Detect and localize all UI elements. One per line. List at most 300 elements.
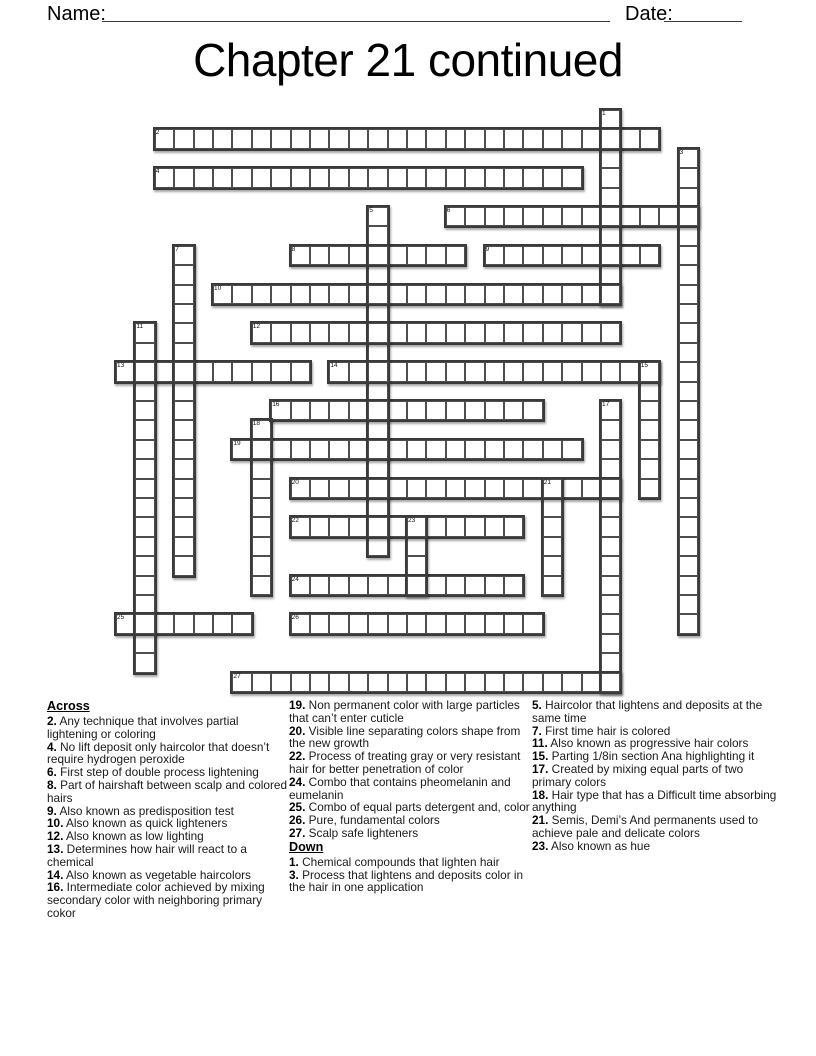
grid-cell[interactable]	[679, 207, 698, 226]
grid-cell[interactable]	[368, 226, 387, 245]
grid-cell[interactable]	[310, 285, 329, 304]
grid-cell[interactable]	[271, 673, 290, 692]
grid-cell[interactable]	[388, 673, 407, 692]
grid-cell[interactable]	[174, 168, 193, 187]
grid-cell[interactable]	[601, 576, 620, 595]
grid-cell[interactable]	[329, 401, 348, 420]
grid-cell[interactable]	[679, 343, 698, 362]
grid-cell[interactable]	[523, 673, 542, 692]
grid-cell[interactable]	[485, 207, 504, 226]
grid-cell[interactable]	[135, 595, 154, 614]
grid-cell[interactable]	[679, 614, 698, 633]
grid-cell[interactable]	[329, 673, 348, 692]
grid-cell[interactable]	[407, 614, 426, 633]
grid-cell[interactable]	[407, 479, 426, 498]
grid-cell[interactable]	[349, 401, 368, 420]
grid-cell[interactable]	[368, 265, 387, 284]
grid-cell[interactable]	[679, 323, 698, 342]
grid-cell[interactable]	[155, 362, 174, 381]
grid-cell[interactable]	[465, 440, 484, 459]
grid-cell[interactable]	[368, 168, 387, 187]
grid-cell[interactable]	[407, 537, 426, 556]
grid-cell[interactable]	[349, 517, 368, 536]
grid-cell[interactable]	[291, 323, 310, 342]
grid-cell[interactable]	[252, 673, 271, 692]
grid-cell[interactable]	[213, 362, 232, 381]
grid-cell[interactable]	[388, 517, 407, 536]
grid-cell[interactable]	[388, 614, 407, 633]
grid-cell[interactable]	[640, 246, 659, 265]
grid-cell[interactable]	[601, 323, 620, 342]
grid-cell[interactable]	[135, 614, 154, 633]
grid-cell[interactable]	[426, 440, 445, 459]
grid-cell[interactable]	[446, 285, 465, 304]
grid-cell[interactable]	[368, 498, 387, 517]
grid-cell[interactable]	[485, 285, 504, 304]
grid-cell[interactable]	[213, 168, 232, 187]
grid-cell[interactable]	[174, 556, 193, 575]
grid-cell[interactable]	[640, 207, 659, 226]
grid-cell[interactable]	[407, 323, 426, 342]
grid-cell[interactable]	[601, 149, 620, 168]
grid-cell[interactable]	[194, 168, 213, 187]
grid-cell[interactable]	[446, 440, 465, 459]
grid-cell[interactable]	[349, 129, 368, 148]
grid-cell[interactable]	[465, 576, 484, 595]
grid-cell[interactable]	[446, 323, 465, 342]
grid-cell[interactable]	[368, 440, 387, 459]
grid-cell[interactable]	[174, 498, 193, 517]
grid-cell[interactable]	[291, 440, 310, 459]
grid-cell[interactable]	[446, 479, 465, 498]
grid-cell[interactable]	[252, 498, 271, 517]
grid-cell[interactable]	[291, 168, 310, 187]
grid-cell[interactable]	[388, 401, 407, 420]
grid-cell[interactable]	[504, 129, 523, 148]
grid-cell[interactable]	[485, 440, 504, 459]
grid-cell[interactable]	[679, 188, 698, 207]
grid-cell[interactable]	[640, 479, 659, 498]
grid-cell[interactable]	[232, 168, 251, 187]
grid-cell[interactable]	[601, 614, 620, 633]
grid-cell[interactable]	[310, 401, 329, 420]
grid-cell[interactable]	[135, 556, 154, 575]
grid-cell[interactable]	[426, 614, 445, 633]
grid-cell[interactable]	[504, 362, 523, 381]
grid-cell[interactable]	[368, 304, 387, 323]
grid-cell[interactable]	[679, 382, 698, 401]
grid-cell[interactable]	[407, 576, 426, 595]
grid-cell[interactable]	[485, 479, 504, 498]
grid-cell[interactable]	[368, 246, 387, 265]
grid-cell[interactable]	[135, 479, 154, 498]
grid-cell[interactable]	[523, 207, 542, 226]
grid-cell[interactable]	[582, 129, 601, 148]
grid-cell[interactable]	[543, 498, 562, 517]
grid-cell[interactable]	[601, 168, 620, 187]
grid-cell[interactable]	[679, 420, 698, 439]
grid-cell[interactable]	[174, 304, 193, 323]
grid-cell[interactable]	[174, 323, 193, 342]
grid-cell[interactable]	[310, 168, 329, 187]
grid-cell[interactable]	[310, 129, 329, 148]
grid-cell[interactable]	[388, 129, 407, 148]
grid-cell[interactable]	[368, 129, 387, 148]
grid-cell[interactable]	[291, 673, 310, 692]
grid-cell[interactable]	[543, 517, 562, 536]
grid-cell[interactable]	[329, 129, 348, 148]
grid-cell[interactable]	[271, 129, 290, 148]
grid-cell[interactable]	[562, 479, 581, 498]
grid-cell[interactable]	[523, 362, 542, 381]
grid-cell[interactable]	[679, 498, 698, 517]
grid-cell[interactable]	[349, 576, 368, 595]
grid-cell[interactable]	[426, 323, 445, 342]
grid-cell[interactable]	[601, 420, 620, 439]
grid-cell[interactable]	[659, 207, 678, 226]
grid-cell[interactable]	[485, 129, 504, 148]
grid-cell[interactable]	[194, 129, 213, 148]
grid-cell[interactable]	[135, 537, 154, 556]
grid-cell[interactable]	[679, 304, 698, 323]
grid-cell[interactable]	[310, 673, 329, 692]
grid-cell[interactable]	[194, 614, 213, 633]
grid-cell[interactable]	[368, 537, 387, 556]
grid-cell[interactable]	[679, 168, 698, 187]
grid-cell[interactable]	[504, 614, 523, 633]
grid-cell[interactable]	[310, 614, 329, 633]
grid-cell[interactable]	[504, 517, 523, 536]
grid-cell[interactable]	[562, 285, 581, 304]
name-blank-line[interactable]	[102, 0, 610, 22]
grid-cell[interactable]	[155, 614, 174, 633]
grid-cell[interactable]	[252, 129, 271, 148]
grid-cell[interactable]	[271, 285, 290, 304]
grid-cell[interactable]	[485, 362, 504, 381]
grid-cell[interactable]	[562, 207, 581, 226]
grid-cell[interactable]	[620, 129, 639, 148]
grid-cell[interactable]	[679, 595, 698, 614]
grid-cell[interactable]	[601, 556, 620, 575]
grid-cell[interactable]	[407, 362, 426, 381]
grid-cell[interactable]	[368, 362, 387, 381]
grid-cell[interactable]	[601, 653, 620, 672]
grid-cell[interactable]	[582, 362, 601, 381]
grid-cell[interactable]	[329, 576, 348, 595]
grid-cell[interactable]	[135, 440, 154, 459]
grid-cell[interactable]	[271, 168, 290, 187]
grid-cell[interactable]	[329, 479, 348, 498]
grid-cell[interactable]	[601, 673, 620, 692]
grid-cell[interactable]	[368, 401, 387, 420]
grid-cell[interactable]	[194, 362, 213, 381]
grid-cell[interactable]	[465, 285, 484, 304]
grid-cell[interactable]	[252, 479, 271, 498]
grid-cell[interactable]	[407, 401, 426, 420]
grid-cell[interactable]	[213, 614, 232, 633]
grid-cell[interactable]	[562, 673, 581, 692]
grid-cell[interactable]	[252, 576, 271, 595]
grid-cell[interactable]	[174, 420, 193, 439]
grid-cell[interactable]	[368, 479, 387, 498]
grid-cell[interactable]	[562, 323, 581, 342]
grid-cell[interactable]	[135, 517, 154, 536]
grid-cell[interactable]	[349, 362, 368, 381]
grid-cell[interactable]	[504, 576, 523, 595]
grid-cell[interactable]	[601, 595, 620, 614]
grid-cell[interactable]	[252, 285, 271, 304]
grid-cell[interactable]	[232, 362, 251, 381]
grid-cell[interactable]	[135, 382, 154, 401]
grid-cell[interactable]	[543, 207, 562, 226]
grid-cell[interactable]	[329, 168, 348, 187]
grid-cell[interactable]	[446, 401, 465, 420]
grid-cell[interactable]	[446, 673, 465, 692]
grid-cell[interactable]	[174, 343, 193, 362]
grid-cell[interactable]	[582, 323, 601, 342]
grid-cell[interactable]	[407, 673, 426, 692]
grid-cell[interactable]	[388, 362, 407, 381]
grid-cell[interactable]	[388, 323, 407, 342]
grid-cell[interactable]	[310, 246, 329, 265]
grid-cell[interactable]	[349, 168, 368, 187]
grid-cell[interactable]	[174, 537, 193, 556]
grid-cell[interactable]	[640, 401, 659, 420]
grid-cell[interactable]	[135, 653, 154, 672]
grid-cell[interactable]	[679, 459, 698, 478]
grid-cell[interactable]	[446, 517, 465, 536]
grid-cell[interactable]	[446, 246, 465, 265]
grid-cell[interactable]	[426, 576, 445, 595]
grid-cell[interactable]	[446, 362, 465, 381]
grid-cell[interactable]	[523, 479, 542, 498]
grid-cell[interactable]	[582, 285, 601, 304]
grid-cell[interactable]	[426, 285, 445, 304]
grid-cell[interactable]	[174, 362, 193, 381]
grid-cell[interactable]	[446, 576, 465, 595]
grid-cell[interactable]	[562, 168, 581, 187]
grid-cell[interactable]	[291, 285, 310, 304]
grid-cell[interactable]	[407, 440, 426, 459]
grid-cell[interactable]	[407, 556, 426, 575]
grid-cell[interactable]	[446, 614, 465, 633]
grid-cell[interactable]	[485, 401, 504, 420]
grid-cell[interactable]	[543, 673, 562, 692]
grid-cell[interactable]	[523, 440, 542, 459]
grid-cell[interactable]	[504, 401, 523, 420]
grid-cell[interactable]	[601, 362, 620, 381]
grid-cell[interactable]	[465, 207, 484, 226]
grid-cell[interactable]	[310, 323, 329, 342]
grid-cell[interactable]	[349, 440, 368, 459]
grid-cell[interactable]	[232, 285, 251, 304]
grid-cell[interactable]	[504, 285, 523, 304]
grid-cell[interactable]	[135, 362, 154, 381]
grid-cell[interactable]	[349, 479, 368, 498]
grid-cell[interactable]	[562, 246, 581, 265]
grid-cell[interactable]	[620, 246, 639, 265]
grid-cell[interactable]	[174, 382, 193, 401]
grid-cell[interactable]	[368, 576, 387, 595]
grid-cell[interactable]	[368, 673, 387, 692]
grid-cell[interactable]	[504, 323, 523, 342]
grid-cell[interactable]	[291, 362, 310, 381]
grid-cell[interactable]	[601, 265, 620, 284]
grid-cell[interactable]	[640, 420, 659, 439]
grid-cell[interactable]	[601, 129, 620, 148]
grid-cell[interactable]	[368, 343, 387, 362]
grid-cell[interactable]	[562, 129, 581, 148]
grid-cell[interactable]	[504, 673, 523, 692]
grid-cell[interactable]	[543, 246, 562, 265]
grid-cell[interactable]	[310, 479, 329, 498]
grid-cell[interactable]	[562, 362, 581, 381]
grid-cell[interactable]	[388, 576, 407, 595]
grid-cell[interactable]	[504, 479, 523, 498]
grid-cell[interactable]	[601, 537, 620, 556]
grid-cell[interactable]	[388, 168, 407, 187]
grid-cell[interactable]	[523, 129, 542, 148]
grid-cell[interactable]	[407, 246, 426, 265]
grid-cell[interactable]	[504, 440, 523, 459]
grid-cell[interactable]	[679, 440, 698, 459]
grid-cell[interactable]	[504, 246, 523, 265]
grid-cell[interactable]	[174, 440, 193, 459]
grid-cell[interactable]	[426, 168, 445, 187]
grid-cell[interactable]	[252, 362, 271, 381]
grid-cell[interactable]	[523, 285, 542, 304]
grid-cell[interactable]	[465, 401, 484, 420]
grid-cell[interactable]	[620, 362, 639, 381]
grid-cell[interactable]	[232, 614, 251, 633]
grid-cell[interactable]	[640, 129, 659, 148]
grid-cell[interactable]	[407, 285, 426, 304]
grid-cell[interactable]	[523, 401, 542, 420]
grid-cell[interactable]	[135, 343, 154, 362]
grid-cell[interactable]	[543, 537, 562, 556]
grid-cell[interactable]	[349, 285, 368, 304]
grid-cell[interactable]	[523, 168, 542, 187]
grid-cell[interactable]	[601, 479, 620, 498]
grid-cell[interactable]	[174, 517, 193, 536]
grid-cell[interactable]	[368, 382, 387, 401]
grid-cell[interactable]	[679, 401, 698, 420]
grid-cell[interactable]	[620, 207, 639, 226]
grid-cell[interactable]	[388, 440, 407, 459]
grid-cell[interactable]	[213, 129, 232, 148]
grid-cell[interactable]	[679, 226, 698, 245]
grid-cell[interactable]	[582, 246, 601, 265]
grid-cell[interactable]	[582, 207, 601, 226]
grid-cell[interactable]	[426, 362, 445, 381]
grid-cell[interactable]	[388, 285, 407, 304]
grid-cell[interactable]	[543, 576, 562, 595]
grid-cell[interactable]	[465, 362, 484, 381]
grid-cell[interactable]	[388, 479, 407, 498]
grid-cell[interactable]	[368, 420, 387, 439]
grid-cell[interactable]	[426, 517, 445, 536]
grid-cell[interactable]	[679, 517, 698, 536]
grid-cell[interactable]	[329, 246, 348, 265]
grid-cell[interactable]	[252, 440, 271, 459]
grid-cell[interactable]	[543, 556, 562, 575]
grid-cell[interactable]	[174, 401, 193, 420]
grid-cell[interactable]	[543, 362, 562, 381]
grid-cell[interactable]	[543, 323, 562, 342]
grid-cell[interactable]	[601, 440, 620, 459]
grid-cell[interactable]	[135, 459, 154, 478]
grid-cell[interactable]	[679, 479, 698, 498]
grid-cell[interactable]	[368, 459, 387, 478]
grid-cell[interactable]	[601, 459, 620, 478]
grid-cell[interactable]	[601, 517, 620, 536]
grid-cell[interactable]	[252, 517, 271, 536]
grid-cell[interactable]	[368, 517, 387, 536]
grid-cell[interactable]	[252, 556, 271, 575]
grid-cell[interactable]	[426, 401, 445, 420]
grid-cell[interactable]	[174, 129, 193, 148]
grid-cell[interactable]	[679, 537, 698, 556]
grid-cell[interactable]	[640, 459, 659, 478]
grid-cell[interactable]	[543, 285, 562, 304]
grid-cell[interactable]	[426, 673, 445, 692]
grid-cell[interactable]	[291, 401, 310, 420]
grid-cell[interactable]	[465, 479, 484, 498]
grid-cell[interactable]	[601, 207, 620, 226]
grid-cell[interactable]	[465, 614, 484, 633]
grid-cell[interactable]	[426, 129, 445, 148]
grid-cell[interactable]	[465, 673, 484, 692]
grid-cell[interactable]	[640, 382, 659, 401]
grid-cell[interactable]	[252, 459, 271, 478]
grid-cell[interactable]	[135, 634, 154, 653]
grid-cell[interactable]	[135, 420, 154, 439]
grid-cell[interactable]	[465, 168, 484, 187]
grid-cell[interactable]	[368, 614, 387, 633]
grid-cell[interactable]	[504, 168, 523, 187]
grid-cell[interactable]	[679, 362, 698, 381]
grid-cell[interactable]	[465, 129, 484, 148]
grid-cell[interactable]	[174, 285, 193, 304]
grid-cell[interactable]	[135, 498, 154, 517]
grid-cell[interactable]	[329, 614, 348, 633]
grid-cell[interactable]	[465, 517, 484, 536]
grid-cell[interactable]	[349, 246, 368, 265]
grid-cell[interactable]	[679, 576, 698, 595]
grid-cell[interactable]	[329, 285, 348, 304]
grid-cell[interactable]	[174, 459, 193, 478]
grid-cell[interactable]	[310, 517, 329, 536]
grid-cell[interactable]	[329, 517, 348, 536]
grid-cell[interactable]	[271, 323, 290, 342]
grid-cell[interactable]	[135, 401, 154, 420]
grid-cell[interactable]	[329, 440, 348, 459]
grid-cell[interactable]	[504, 207, 523, 226]
grid-cell[interactable]	[252, 168, 271, 187]
grid-cell[interactable]	[252, 537, 271, 556]
grid-cell[interactable]	[485, 576, 504, 595]
grid-cell[interactable]	[679, 556, 698, 575]
grid-cell[interactable]	[523, 246, 542, 265]
grid-cell[interactable]	[174, 614, 193, 633]
grid-cell[interactable]	[601, 226, 620, 245]
grid-cell[interactable]	[543, 440, 562, 459]
grid-cell[interactable]	[582, 673, 601, 692]
grid-cell[interactable]	[368, 285, 387, 304]
grid-cell[interactable]	[291, 129, 310, 148]
grid-cell[interactable]	[679, 285, 698, 304]
grid-cell[interactable]	[601, 498, 620, 517]
